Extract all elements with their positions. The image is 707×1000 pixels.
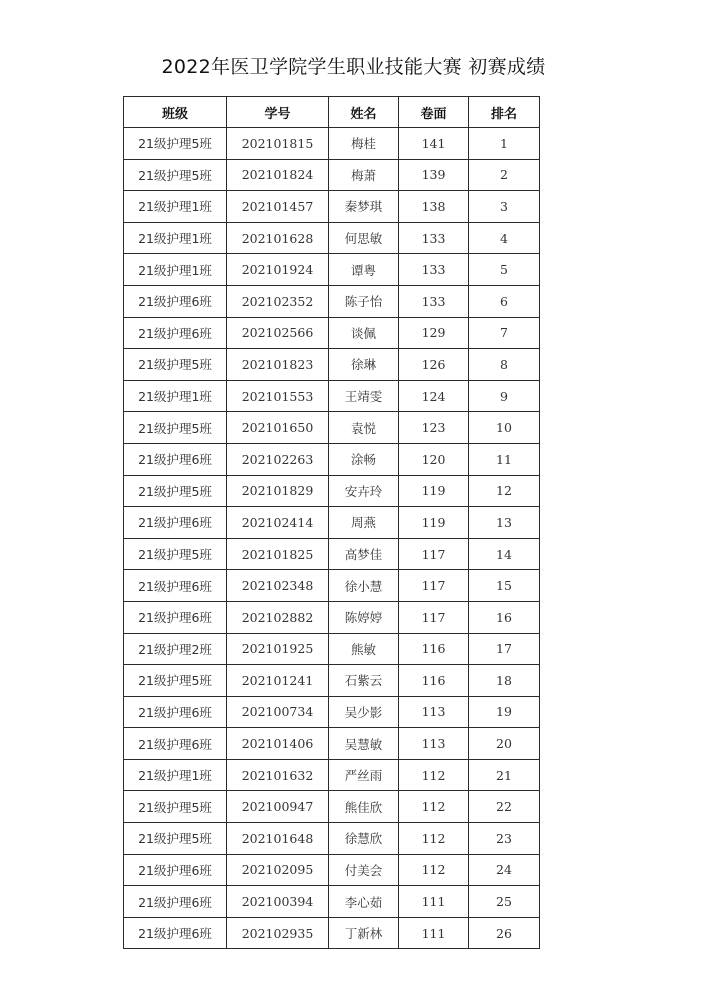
header-class: 班级 [124,97,227,128]
cell-name: 涂畅 [329,443,399,475]
cell-score: 116 [399,665,469,697]
cell-student-id: 202100734 [227,696,329,728]
cell-student-id: 202101553 [227,380,329,412]
cell-rank: 1 [469,128,540,160]
cell-class: 21级护理5班 [124,823,227,855]
cell-name: 谭粤 [329,254,399,286]
table-row [124,696,540,728]
cell-class: 21级护理5班 [124,475,227,507]
cell-rank: 22 [469,791,540,823]
cell-student-id: 202101823 [227,349,329,381]
table-row [124,507,540,539]
cell-rank: 11 [469,443,540,475]
cell-student-id: 202101825 [227,538,329,570]
cell-rank: 19 [469,696,540,728]
cell-student-id: 202101924 [227,254,329,286]
table-row [124,475,540,507]
table-header-row [124,97,540,128]
cell-score: 123 [399,412,469,444]
cell-score: 116 [399,633,469,665]
cell-name: 陈婷婷 [329,601,399,633]
cell-class: 21级护理5班 [124,791,227,823]
cell-name: 严丝雨 [329,759,399,791]
cell-score: 117 [399,570,469,602]
cell-rank: 10 [469,412,540,444]
cell-score: 112 [399,854,469,886]
header-score: 卷面 [399,97,469,128]
cell-student-id: 202102566 [227,317,329,349]
table-row [124,791,540,823]
cell-student-id: 202102263 [227,443,329,475]
cell-name: 徐琳 [329,349,399,381]
cell-name: 何思敏 [329,222,399,254]
cell-score: 119 [399,507,469,539]
cell-name: 石紫云 [329,665,399,697]
table-row [124,191,540,223]
table-row [124,254,540,286]
cell-rank: 7 [469,317,540,349]
cell-score: 120 [399,443,469,475]
page-title: 2022年医卫学院学生职业技能大赛 初赛成绩 [161,56,546,78]
table-row [124,222,540,254]
cell-class: 21级护理6班 [124,570,227,602]
cell-name: 熊敏 [329,633,399,665]
table-row [124,759,540,791]
cell-student-id: 202102882 [227,601,329,633]
results-table [123,96,540,949]
cell-class: 21级护理5班 [124,412,227,444]
cell-student-id: 202100947 [227,791,329,823]
cell-class: 21级护理6班 [124,728,227,760]
table-row [124,823,540,855]
table-row [124,633,540,665]
cell-name: 袁悦 [329,412,399,444]
cell-student-id: 202102348 [227,570,329,602]
table-row [124,128,540,160]
cell-score: 129 [399,317,469,349]
cell-score: 112 [399,791,469,823]
cell-rank: 16 [469,601,540,633]
cell-rank: 25 [469,886,540,918]
cell-score: 126 [399,349,469,381]
table-row [124,917,540,949]
cell-rank: 17 [469,633,540,665]
table-row [124,380,540,412]
table-row [124,601,540,633]
cell-score: 112 [399,823,469,855]
cell-score: 111 [399,917,469,949]
cell-name: 徐慧欣 [329,823,399,855]
cell-score: 111 [399,886,469,918]
cell-name: 徐小慧 [329,570,399,602]
cell-rank: 18 [469,665,540,697]
cell-student-id: 202102095 [227,854,329,886]
cell-rank: 13 [469,507,540,539]
cell-name: 周燕 [329,507,399,539]
cell-student-id: 202101632 [227,759,329,791]
table-row [124,570,540,602]
cell-rank: 12 [469,475,540,507]
table-row [124,886,540,918]
table-row [124,317,540,349]
cell-name: 谈佩 [329,317,399,349]
cell-class: 21级护理1班 [124,222,227,254]
cell-rank: 24 [469,854,540,886]
cell-score: 113 [399,728,469,760]
table-body [124,128,540,949]
table-row [124,412,540,444]
table-row [124,854,540,886]
cell-student-id: 202101925 [227,633,329,665]
cell-score: 117 [399,538,469,570]
cell-score: 133 [399,285,469,317]
cell-student-id: 202101628 [227,222,329,254]
cell-class: 21级护理5班 [124,159,227,191]
cell-class: 21级护理6班 [124,886,227,918]
table-row [124,538,540,570]
cell-rank: 2 [469,159,540,191]
cell-student-id: 202101815 [227,128,329,160]
cell-student-id: 202101241 [227,665,329,697]
cell-rank: 15 [469,570,540,602]
cell-score: 133 [399,254,469,286]
table-row [124,349,540,381]
cell-rank: 26 [469,917,540,949]
cell-name: 安卉玲 [329,475,399,507]
cell-name: 李心茹 [329,886,399,918]
cell-student-id: 202100394 [227,886,329,918]
header-rank: 排名 [469,97,540,128]
cell-name: 丁新林 [329,917,399,949]
cell-rank: 9 [469,380,540,412]
cell-class: 21级护理6班 [124,443,227,475]
cell-name: 王靖雯 [329,380,399,412]
header-name: 姓名 [329,97,399,128]
cell-student-id: 202101824 [227,159,329,191]
cell-score: 112 [399,759,469,791]
table-row [124,159,540,191]
cell-rank: 14 [469,538,540,570]
cell-name: 付美会 [329,854,399,886]
cell-rank: 3 [469,191,540,223]
cell-score: 117 [399,601,469,633]
cell-score: 124 [399,380,469,412]
cell-rank: 21 [469,759,540,791]
cell-student-id: 202101406 [227,728,329,760]
cell-rank: 23 [469,823,540,855]
cell-name: 吴少影 [329,696,399,728]
cell-rank: 20 [469,728,540,760]
cell-student-id: 202102414 [227,507,329,539]
table-row [124,728,540,760]
cell-student-id: 202101829 [227,475,329,507]
cell-rank: 5 [469,254,540,286]
cell-student-id: 202101650 [227,412,329,444]
cell-class: 21级护理1班 [124,759,227,791]
table-row [124,443,540,475]
cell-class: 21级护理6班 [124,917,227,949]
cell-student-id: 202101648 [227,823,329,855]
cell-class: 21级护理1班 [124,380,227,412]
cell-class: 21级护理6班 [124,507,227,539]
cell-class: 21级护理6班 [124,696,227,728]
cell-class: 21级护理5班 [124,538,227,570]
cell-score: 113 [399,696,469,728]
cell-score: 141 [399,128,469,160]
cell-score: 138 [399,191,469,223]
table-row [124,665,540,697]
cell-class: 21级护理5班 [124,665,227,697]
cell-score: 119 [399,475,469,507]
cell-class: 21级护理6班 [124,601,227,633]
cell-class: 21级护理1班 [124,254,227,286]
cell-name: 梅萧 [329,159,399,191]
header-student-id: 学号 [227,97,329,128]
cell-name: 熊佳欣 [329,791,399,823]
cell-class: 21级护理5班 [124,128,227,160]
cell-name: 高梦佳 [329,538,399,570]
cell-class: 21级护理6班 [124,285,227,317]
cell-student-id: 202102352 [227,285,329,317]
cell-rank: 4 [469,222,540,254]
cell-rank: 6 [469,285,540,317]
cell-class: 21级护理6班 [124,854,227,886]
cell-score: 133 [399,222,469,254]
table-row [124,285,540,317]
cell-class: 21级护理5班 [124,349,227,381]
cell-score: 139 [399,159,469,191]
cell-name: 陈子怡 [329,285,399,317]
cell-class: 21级护理6班 [124,317,227,349]
cell-student-id: 202102935 [227,917,329,949]
cell-rank: 8 [469,349,540,381]
cell-class: 21级护理2班 [124,633,227,665]
cell-name: 梅桂 [329,128,399,160]
cell-name: 吴慧敏 [329,728,399,760]
cell-student-id: 202101457 [227,191,329,223]
cell-class: 21级护理1班 [124,191,227,223]
cell-name: 秦梦琪 [329,191,399,223]
